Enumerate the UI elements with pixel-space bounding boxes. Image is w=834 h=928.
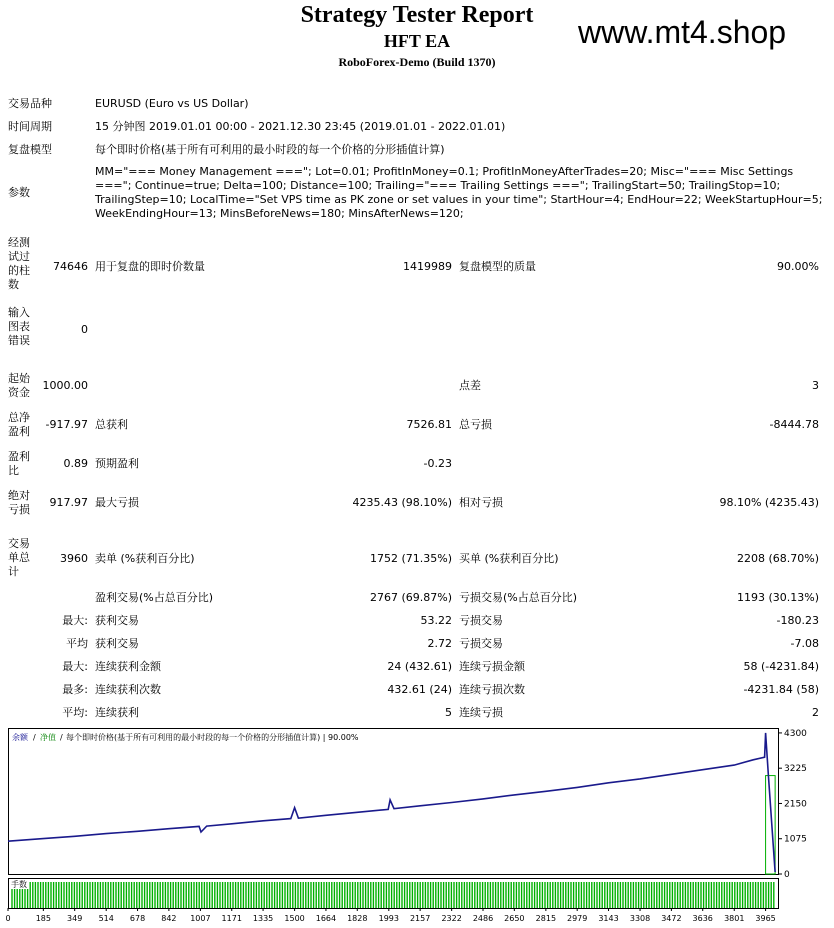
symbol-value: EURUSD (Euro vs US Dollar) bbox=[95, 97, 249, 110]
short-positions-label: 卖单 (%获利百分比) bbox=[95, 552, 195, 565]
profit-factor-value: 0.89 bbox=[63, 457, 88, 470]
net-profit-label: 总净盈利 bbox=[8, 411, 30, 438]
long-positions-label: 买单 (%获利百分比) bbox=[459, 552, 559, 565]
gross-profit-value: 7526.81 bbox=[406, 418, 452, 431]
most-prefix: 最多: bbox=[62, 683, 88, 696]
y-tick-label: 0 bbox=[784, 870, 790, 880]
largest-loss-value: -180.23 bbox=[776, 614, 819, 627]
legend-separator: / bbox=[33, 733, 36, 742]
loss-trades-value: 1193 (30.13%) bbox=[736, 591, 819, 604]
relative-drawdown-value: 98.10% (4235.43) bbox=[719, 496, 819, 509]
gross-loss-value: -8444.78 bbox=[769, 418, 819, 431]
period-label: 时间周期 bbox=[8, 120, 52, 133]
relative-drawdown-label: 相对亏损 bbox=[459, 496, 503, 509]
max-cons-losses-label: 连续亏损金额 bbox=[459, 660, 525, 673]
x-tick-label: 2815 bbox=[535, 914, 557, 923]
plot-frame bbox=[9, 729, 779, 875]
model-value: 每个即时价格(基于所有可利用的最小时段的每一个价格的分形插值计算) bbox=[95, 143, 445, 156]
max-drawdown-value: 4235.43 (98.10%) bbox=[352, 496, 452, 509]
deposit-value: 1000.00 bbox=[42, 379, 88, 392]
largest-loss-label: 亏损交易 bbox=[459, 614, 503, 627]
largest-profit-label: 获利交易 bbox=[95, 614, 139, 627]
x-tick-label: 3965 bbox=[755, 914, 776, 923]
quality-value: 90.00% bbox=[777, 260, 819, 273]
profit-factor-label: 盈利比 bbox=[8, 450, 30, 477]
x-tick-label: 1993 bbox=[378, 914, 399, 923]
average2-prefix: 平均: bbox=[62, 706, 88, 719]
model-label: 复盘模型 bbox=[8, 143, 52, 156]
x-tick-label: 0 bbox=[5, 914, 11, 923]
profit-trades-value: 2767 (69.87%) bbox=[369, 591, 452, 604]
avg-loss-label: 亏损交易 bbox=[459, 637, 503, 650]
spread-label: 点差 bbox=[459, 379, 481, 392]
total-trades-label: 交易单总计 bbox=[8, 537, 30, 578]
bars-label: 经测试过的柱数 bbox=[8, 236, 30, 291]
max-cons-wins-label: 连续获利金额 bbox=[95, 660, 161, 673]
avg-profit-label: 获利交易 bbox=[95, 637, 139, 650]
x-tick-label: 514 bbox=[98, 914, 114, 923]
x-tick-label: 1828 bbox=[347, 914, 368, 923]
legend-separator: / bbox=[60, 733, 63, 742]
x-tick-label: 185 bbox=[35, 914, 51, 923]
largest-prefix: 最大: bbox=[62, 614, 88, 627]
average-prefix: 平均 bbox=[66, 637, 88, 650]
y-tick-label: 4300 bbox=[784, 728, 807, 739]
errors-value: 0 bbox=[81, 323, 88, 336]
absolute-drawdown-label: 绝对亏损 bbox=[8, 489, 30, 516]
x-tick-label: 3636 bbox=[692, 914, 713, 923]
x-tick-label: 1664 bbox=[315, 914, 337, 923]
watermark: www.mt4.shop bbox=[578, 14, 787, 50]
ea-name: HFT EA bbox=[383, 31, 451, 51]
max-cons-profit-value: 432.61 (24) bbox=[387, 683, 452, 696]
spread-value: 3 bbox=[812, 379, 819, 392]
x-tick-label: 349 bbox=[67, 914, 83, 923]
gross-profit-label: 总获利 bbox=[95, 418, 128, 431]
quality-label: 复盘模型的质量 bbox=[459, 260, 536, 273]
x-tick-label: 2157 bbox=[409, 914, 431, 923]
y-tick-label: 1075 bbox=[784, 834, 807, 845]
legend-balance: 余额 bbox=[12, 733, 28, 742]
deposit-label: 起始资金 bbox=[8, 372, 30, 399]
x-tick-label: 3801 bbox=[724, 914, 745, 923]
balance-chart bbox=[5, 728, 826, 924]
x-tick-label: 2979 bbox=[567, 914, 588, 923]
symbol-label: 交易品种 bbox=[8, 97, 52, 110]
x-tick-label: 3143 bbox=[598, 914, 619, 923]
max-cons-wins-value: 24 (432.61) bbox=[387, 660, 452, 673]
volume-label: 手数 bbox=[11, 880, 27, 889]
errors-label: 输入图表错误 bbox=[8, 306, 30, 347]
x-tick-label: 3472 bbox=[661, 914, 682, 923]
avg-cons-losses-label: 连续亏损 bbox=[459, 706, 503, 719]
x-tick-label: 842 bbox=[161, 914, 177, 923]
expected-payoff-label: 预期盈利 bbox=[95, 457, 139, 470]
x-tick-label: 2322 bbox=[441, 914, 462, 923]
params-value: MM="=== Money Management ==="; Lot=0.01; ProfitInMoney=0.1; ProfitInMoneyAfterTrades=20; Misc="=== Misc Settings ==="; Continue=true; Delta=100; Distance=100; Trailing="=== Trailing Settings ==="; TrailingStart=50; TrailingStop=10; TrailingStep=10; LocalTime="Set VPS time as PK zone or set values in your time"; StartHour=4; EndHour=22; WeekStartupHour=5; WeekEndingHour=13; MinsBeforeNews=180; MinsAfterNews=120; bbox=[95, 165, 823, 220]
avg-cons-wins-label: 连续获利 bbox=[95, 706, 139, 719]
max-cons-profit-label: 连续获利次数 bbox=[95, 683, 161, 696]
x-tick-label: 2650 bbox=[504, 914, 525, 923]
max-cons-loss-label: 连续亏损次数 bbox=[459, 683, 525, 696]
x-tick-label: 678 bbox=[129, 914, 146, 923]
avg-loss-value: -7.08 bbox=[790, 637, 819, 650]
expected-payoff-value: -0.23 bbox=[423, 457, 452, 470]
x-tick-label: 1007 bbox=[190, 914, 211, 923]
x-tick-label: 1500 bbox=[284, 914, 305, 923]
ticks-value: 1419989 bbox=[403, 260, 452, 273]
params-label: 参数 bbox=[8, 186, 30, 199]
max-drawdown-label: 最大亏损 bbox=[95, 496, 139, 509]
avg-cons-losses-value: 2 bbox=[812, 706, 819, 719]
avg-profit-value: 2.72 bbox=[427, 637, 452, 650]
ticks-label: 用于复盘的即时价数量 bbox=[95, 260, 205, 273]
legend-description: 每个即时价格(基于所有可利用的最小时段的每一个价格的分形插值计算) | 90.00% bbox=[66, 733, 359, 742]
period-value: 15 分钟图 2019.01.01 00:00 - 2021.12.30 23:45 (2019.01.01 - 2022.01.01) bbox=[95, 120, 506, 133]
maximum-prefix: 最大: bbox=[62, 660, 88, 673]
y-tick-label: 2150 bbox=[784, 799, 807, 810]
x-tick-label: 1171 bbox=[221, 914, 242, 923]
legend-equity: 净值 bbox=[40, 733, 56, 742]
total-trades-value: 3960 bbox=[60, 552, 88, 565]
x-tick-label: 2486 bbox=[472, 914, 494, 923]
x-tick-label: 3308 bbox=[629, 914, 651, 923]
y-tick-label: 3225 bbox=[784, 764, 807, 775]
gross-loss-label: 总亏损 bbox=[459, 418, 492, 431]
max-cons-losses-value: 58 (-4231.84) bbox=[743, 660, 819, 673]
short-positions-value: 1752 (71.35%) bbox=[369, 552, 452, 565]
report-title: Strategy Tester Report bbox=[300, 2, 534, 28]
avg-cons-wins-value: 5 bbox=[445, 706, 452, 719]
long-positions-value: 2208 (68.70%) bbox=[736, 552, 819, 565]
max-cons-loss-value: -4231.84 (58) bbox=[743, 683, 819, 696]
absolute-drawdown-value: 917.97 bbox=[49, 496, 88, 509]
profit-trades-label: 盈利交易(%占总百分比) bbox=[95, 591, 214, 604]
largest-profit-value: 53.22 bbox=[420, 614, 452, 627]
account-server: RoboForex-Demo (Build 1370) bbox=[338, 55, 496, 69]
x-tick-label: 1335 bbox=[252, 914, 274, 923]
net-profit-value: -917.97 bbox=[45, 418, 88, 431]
bars-value: 74646 bbox=[53, 260, 88, 273]
loss-trades-label: 亏损交易(%占总百分比) bbox=[459, 591, 578, 604]
